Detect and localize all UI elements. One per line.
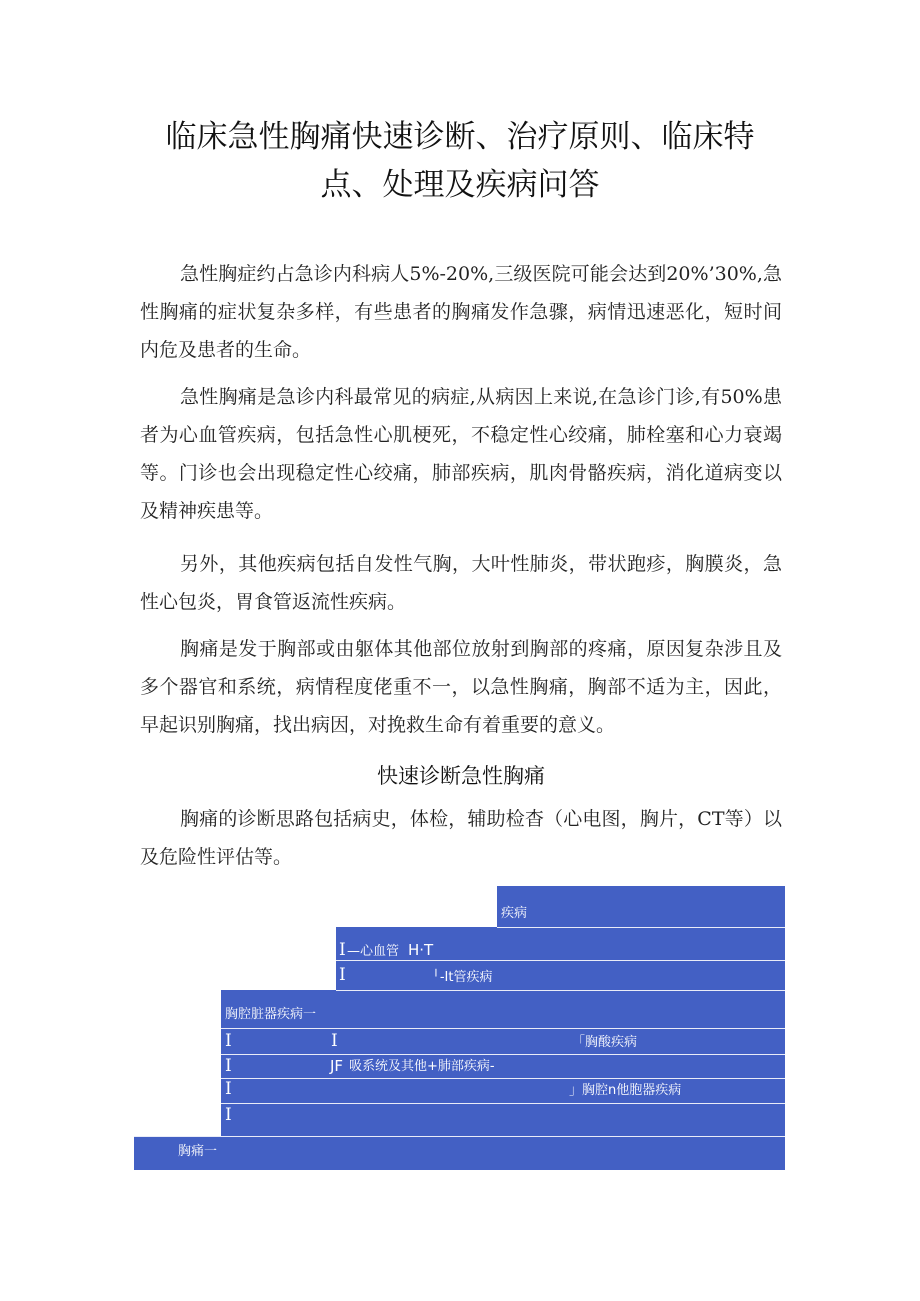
- section-paragraph: 胸痛的诊断思路包括病史，体检，辅助检杳（心电图，胸片，CT等）以及危险性评估等。: [140, 808, 782, 868]
- paragraph-2: 急性胸痛是急诊内科最常见的病症,从病因上来说,在急诊门诊,有50%患者为心血管疾病，包括急性心肌梗死，不稳定性心绞痛，肺栓塞和心力衰竭等。门诊也会出现稳定性心绞痛，肺部疾病，肌肉骨骼疾病，消化道病变以及精神疾患等。: [140, 386, 782, 522]
- diagram-divider: [336, 960, 785, 961]
- diagram-label-disease: 疾病: [501, 906, 528, 921]
- diagram-block-base: [134, 1136, 785, 1170]
- diagram-marker: I: [339, 965, 346, 985]
- paragraph-4: 胸痛是发于胸部或由躯体其他部位放射到胸部的疼痛，原因复杂涉且及多个器官和系统，病情程度佬重不一，以急性胸痛，胸部不适为主，因此，早起识别胸痛，找出病因，对挽救生命有着重要的意义。: [140, 638, 782, 736]
- diagram-marker: I: [331, 1031, 338, 1051]
- diagram-divider: [221, 1103, 785, 1104]
- section-heading: 快速诊断急性胸痛: [377, 764, 545, 788]
- diagram-label-acid-disease: 「胸酸疾病: [572, 1035, 638, 1050]
- diagram-divider: [221, 1054, 785, 1055]
- diagram-marker: I: [225, 1079, 232, 1099]
- diagram-block-top: [497, 886, 785, 928]
- diagram-divider: [336, 990, 785, 991]
- diagram-marker: I: [339, 940, 346, 960]
- diagram-marker: I: [225, 1105, 232, 1125]
- diagram-marker: I: [225, 1031, 232, 1051]
- paragraph-1: 急性胸症约占急诊内科病人5%-20%,三级医院可能会达到20%’30%,急性胸痛的症状复杂多样，有些患者的胸痛发作急骤，病情迅速恶化，短时间内危及患者的生命。: [140, 263, 782, 361]
- diagram-block-cardio: [336, 927, 785, 991]
- diagram-label-vessel-disease: ╵-It管疾病: [432, 970, 493, 985]
- diagram-divider: [134, 1136, 785, 1137]
- diagram-divider: [221, 1028, 785, 1029]
- diagram-label-organ-disease: 胸腔脏器疾病一: [225, 1007, 317, 1022]
- diagram-label-resp-prefix: JF: [330, 1057, 344, 1075]
- paragraph-3: 另外，其他疾病包括自发性气胸，大叶性肺炎，带状跑疹，胸膜炎，急性心包炎，胃食管返流性疾病。: [140, 553, 782, 613]
- diagram-divider: [497, 927, 785, 928]
- diagram-label-cardio-suffix: H·T: [408, 941, 434, 959]
- diagram-label-other-organ: 」胸腔n他胞器疾病: [569, 1083, 682, 1098]
- diagram-divider: [221, 1078, 785, 1079]
- diagram-label-respiratory: 吸系统及其他+肺部疾病-: [349, 1059, 495, 1074]
- diagram-label-cardiovascular: —心血管: [347, 944, 400, 959]
- diagram-marker: I: [225, 1056, 232, 1076]
- document-title-line-2: 点、处理及疾病问答: [320, 167, 600, 203]
- diagram-label-chest-pain: 胸痛一: [178, 1144, 218, 1159]
- document-title-line-1: 临床急性胸痛快速诊断、治疗原则、临床特: [165, 119, 755, 155]
